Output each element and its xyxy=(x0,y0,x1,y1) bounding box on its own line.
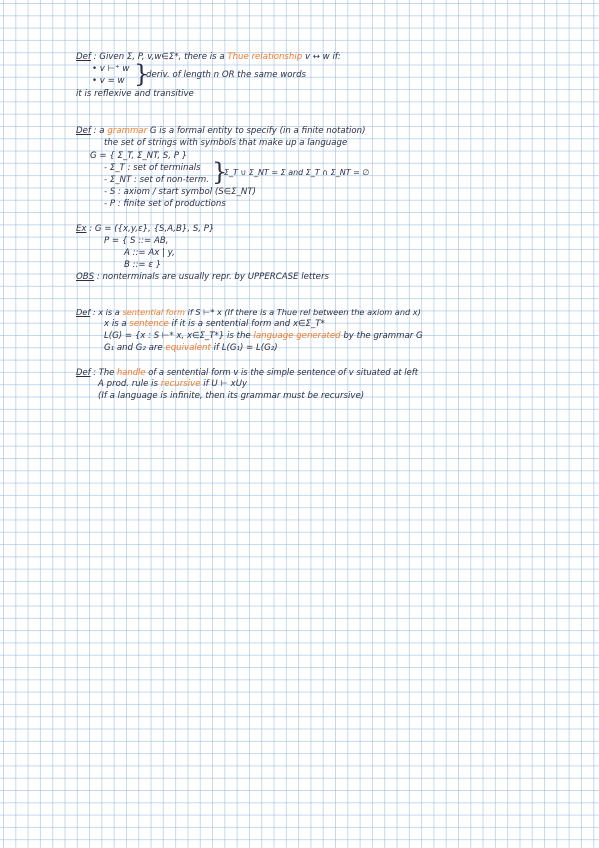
def-grammar-line1 xyxy=(76,126,365,136)
def-grammar-line3: G = { Σ_T, Σ_NT, S, P } xyxy=(90,151,188,161)
highlight-term: handle xyxy=(116,367,146,377)
highlight-term: equivalent xyxy=(165,343,211,353)
def-label: Def xyxy=(76,52,91,62)
ex-label: Ex xyxy=(76,224,87,234)
def-handle-line1 xyxy=(76,367,418,377)
example-line4: B ::= ε } xyxy=(124,260,162,270)
def-grammar-item2: - Σ_NT : set of non-term. xyxy=(104,175,210,185)
def-thue-brace-note: deriv. of length n OR the same words xyxy=(146,70,307,80)
obs-label: OBS xyxy=(76,272,95,282)
def-thue-item2: • v = w xyxy=(92,76,125,86)
def-grammar-brace-note: Σ_T ∪ Σ_NT = Σ and Σ_T ∩ Σ_NT = ∅ xyxy=(224,168,370,177)
text: if S ⊢* x (If there is a Thue rel between the axiom and x) xyxy=(187,307,421,317)
highlight-term: sentence xyxy=(129,319,169,329)
def-thue-item1: • v ⊢⁺ w xyxy=(92,64,130,74)
text: G is a formal entity to specify (in a finite notation) xyxy=(149,126,366,136)
highlight-term: sentential form xyxy=(122,307,185,317)
def-grammar-item4: - P : finite set of productions xyxy=(104,199,226,209)
highlight-term: grammar xyxy=(107,126,148,136)
def-label: Def xyxy=(76,307,91,317)
text: if U ⊢ xUy xyxy=(203,379,248,389)
brace-icon: } xyxy=(134,60,150,88)
text: of a sentential form v is the simple sentence of v situated at left xyxy=(148,367,418,377)
def-sentential-line2 xyxy=(104,319,325,329)
text: if L(G₁) = L(G₂) xyxy=(213,343,278,353)
highlight-term: recursive xyxy=(160,379,201,389)
text: by the grammar G xyxy=(343,331,423,341)
def-handle-line3: (If a language is infinite, then its grammar must be recursive) xyxy=(98,391,365,401)
example-line1 xyxy=(76,224,214,234)
def-thue-line4: it is reflexive and transitive xyxy=(76,89,194,99)
highlight-term: language generated xyxy=(253,331,341,341)
text: x is a xyxy=(104,319,127,329)
highlight-term: Thue relationship xyxy=(227,52,303,62)
obs-line xyxy=(76,272,329,282)
def-thue-line1 xyxy=(76,52,341,62)
text: : x is a xyxy=(92,307,120,317)
def-label: Def xyxy=(76,126,91,136)
def-grammar-line2: the set of strings with symbols that make up a language xyxy=(104,138,348,148)
text: : G = ({x,y,ε}, {S,A,B}, S, P} xyxy=(89,224,215,234)
text: G₁ and G₂ are xyxy=(104,343,163,353)
text: : The xyxy=(93,367,115,377)
text: : a xyxy=(93,126,105,136)
text: : nonterminals are usually repr. by UPPERCASE letters xyxy=(96,272,329,282)
example-line3: A ::= Ax | y, xyxy=(124,248,175,258)
text: A prod. rule is xyxy=(98,379,159,389)
text: : Given Σ, P, v,w∈Σ*, there is a xyxy=(93,52,225,62)
text: L(G) = {x : S ⊢* x, x∈Σ_T*} is the xyxy=(104,331,251,341)
text: if it is a sentential form and x∈Σ_T* xyxy=(171,319,325,329)
example-line2: P = { S ::= AB, xyxy=(104,236,169,246)
def-label: Def xyxy=(76,367,91,377)
text: v ↔ w if: xyxy=(304,52,341,62)
def-sentential-line4 xyxy=(104,343,278,353)
def-grammar-item1: - Σ_T : set of terminals xyxy=(104,163,201,173)
def-handle-line2 xyxy=(98,379,247,389)
def-sentential-line1 xyxy=(76,307,421,317)
brace-icon: } xyxy=(212,158,228,186)
def-sentential-line3 xyxy=(104,331,423,341)
def-grammar-item3: - S : axiom / start symbol (S∈Σ_NT) xyxy=(104,187,256,197)
